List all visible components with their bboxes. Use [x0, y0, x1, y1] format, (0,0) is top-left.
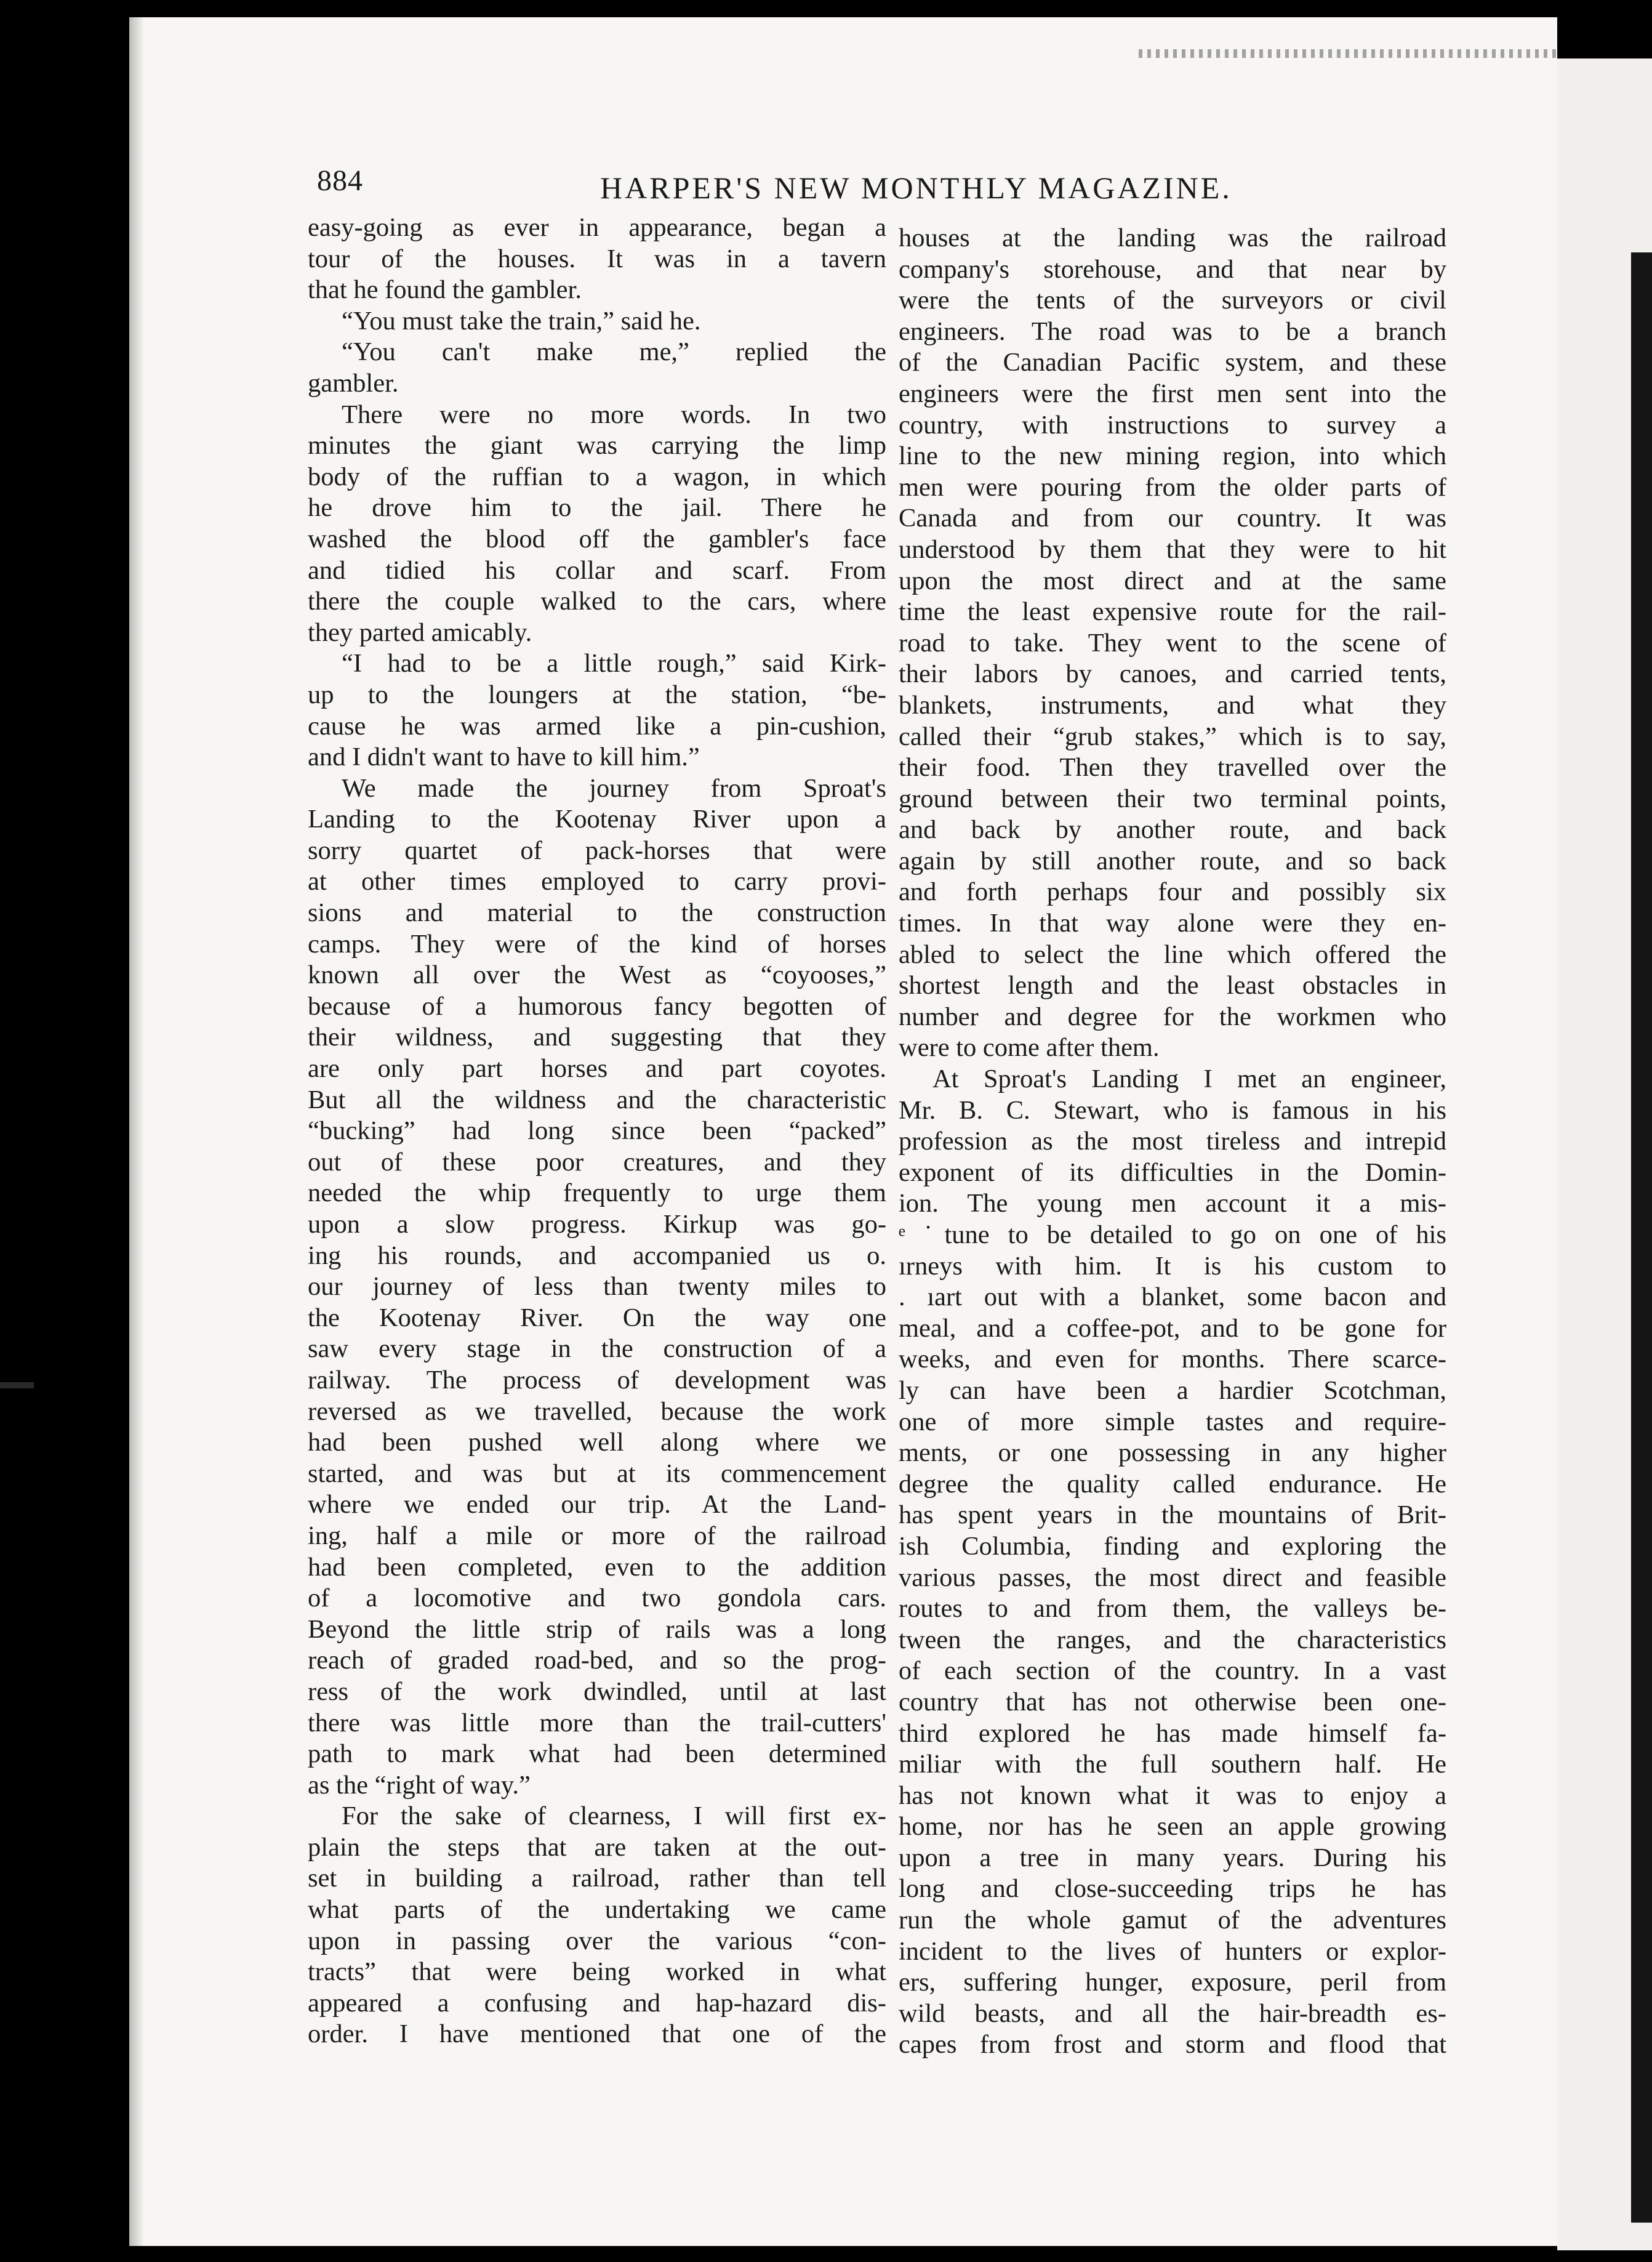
- text-line-content: houses at the landing was the railroad: [899, 223, 1446, 252]
- text-line-content: were the tents of the surveyors or civil: [899, 286, 1446, 315]
- text-line: [308, 1241, 886, 1272]
- text-line-content: has spent years in the mountains of Brit-: [899, 1500, 1446, 1530]
- text-line: [308, 368, 886, 400]
- text-line-content: meal, and a coffee-pot, and to be gone for: [899, 1313, 1446, 1343]
- text-line: [899, 1625, 1446, 1656]
- page-number: 884: [317, 164, 363, 197]
- text-line-content: railway. The process of development was: [308, 1365, 886, 1395]
- text-line: [308, 742, 886, 773]
- text-line-content: reach of graded road-bed, and so the prog-: [308, 1646, 886, 1675]
- text-line: [308, 711, 886, 743]
- text-line-content: line to the new mining region, into which: [899, 441, 1446, 471]
- text-line-content: plain the steps that are taken at the out-: [308, 1832, 886, 1862]
- text-line-content: At Sproat's Landing I met an engineer,: [932, 1065, 1446, 1094]
- text-line-content: Mr. B. C. Stewart, who is famous in his: [899, 1095, 1446, 1125]
- text-line: [308, 804, 886, 835]
- text-line: [899, 441, 1446, 472]
- text-line: [308, 2019, 886, 2050]
- text-line: [308, 430, 886, 462]
- text-line-content: needed the whip frequently to urge them: [308, 1178, 886, 1208]
- text-line: [308, 306, 886, 337]
- text-line: [899, 1157, 1446, 1189]
- text-line-content: known all over the West as “coyooses,”: [308, 960, 886, 990]
- text-line: [899, 472, 1446, 504]
- text-line: [899, 223, 1446, 254]
- text-line-content: We made the journey from Sproat's: [342, 773, 886, 803]
- text-line-content: third explored he has made himself fa-: [899, 1718, 1446, 1748]
- text-line: [308, 960, 886, 991]
- text-line-content: ᵉ ˙tune to be detailed to go on one of his: [899, 1220, 1446, 1249]
- text-line-content: ing his rounds, and accompanied us o.: [308, 1241, 886, 1270]
- text-line-content: one of more simple tastes and require-: [899, 1407, 1446, 1436]
- text-line-content: ers, suffering hunger, exposure, peril from: [899, 1968, 1446, 1997]
- text-line: [308, 275, 886, 306]
- text-line-content: home, nor has he seen an apple growing: [899, 1812, 1446, 1841]
- text-line-content: of the Canadian Pacific system, and these: [899, 348, 1446, 377]
- text-line-content: the Kootenay River. On the way one: [308, 1303, 886, 1332]
- text-line: [308, 773, 886, 805]
- text-line: [899, 659, 1446, 690]
- text-line: [308, 1770, 886, 1801]
- text-line: [308, 1926, 886, 1957]
- text-line: [308, 524, 886, 555]
- text-line: [899, 784, 1446, 815]
- text-line: [899, 1531, 1446, 1563]
- text-line-content: reversed as we travelled, because the work: [308, 1396, 886, 1426]
- text-line-content: understood by them that they were to hit: [899, 534, 1446, 564]
- text-line: [308, 1178, 886, 1209]
- text-line-content: appeared a confusing and hap-hazard dis-: [308, 1988, 886, 2018]
- text-line: [308, 1739, 886, 1770]
- text-line: [308, 1147, 886, 1178]
- text-line-content: incident to the lives of hunters or explor-: [899, 1936, 1446, 1966]
- text-line: [308, 1676, 886, 1708]
- text-line-content: Beyond the little strip of rails was a long: [308, 1614, 886, 1644]
- text-line-content: upon in passing over the various “con-: [308, 1926, 886, 1955]
- text-line-content: profession as the most tireless and intrepid: [899, 1127, 1446, 1156]
- text-line-content: For the sake of clearness, I will first ex-: [342, 1801, 886, 1831]
- text-line-content: because of a humorous fancy begotten of: [308, 991, 886, 1021]
- text-line: [308, 1863, 886, 1894]
- text-line: [308, 1334, 886, 1365]
- text-line-content: . ıart out with a blanket, some bacon and: [899, 1282, 1446, 1312]
- text-line: [308, 1489, 886, 1521]
- text-line: [899, 815, 1446, 846]
- text-line: [899, 597, 1446, 628]
- text-line-content: their food. Then they travelled over the: [899, 753, 1446, 783]
- text-line: [308, 648, 886, 680]
- text-line: [899, 1749, 1446, 1781]
- text-line-content: at other times employed to carry provi-: [308, 867, 886, 896]
- text-line-content: men were pouring from the older parts of: [899, 472, 1446, 502]
- text-line: [308, 1022, 886, 1053]
- text-line: [899, 1251, 1446, 1282]
- text-line: [308, 929, 886, 960]
- text-line-content: there the couple walked to the cars, where: [308, 587, 886, 616]
- text-line: [899, 316, 1446, 348]
- text-line: [308, 1614, 886, 1646]
- text-line-content: long and close-succeeding trips he has: [899, 1874, 1446, 1904]
- text-line-content: engineers. The road was to be a branch: [899, 316, 1446, 346]
- text-line-content: their wildness, and suggesting that they: [308, 1023, 886, 1052]
- text-line: [308, 991, 886, 1023]
- text-line-content: ress of the work dwindled, until at last: [308, 1676, 886, 1706]
- text-line: [308, 1552, 886, 1584]
- text-line-content: he drove him to the jail. There he: [308, 493, 886, 523]
- text-line: [899, 566, 1446, 597]
- text-line: [899, 722, 1446, 753]
- text-line: [308, 400, 886, 431]
- text-column-left: [308, 212, 886, 2050]
- text-line: [899, 690, 1446, 722]
- text-line: [899, 1438, 1446, 1469]
- text-line: [899, 285, 1446, 316]
- text-line-content: cause he was armed like a pin-cushion,: [308, 711, 886, 741]
- text-line: [899, 503, 1446, 534]
- text-line-content: There were no more words. In two: [342, 400, 886, 429]
- text-line: [308, 212, 886, 244]
- text-line: [308, 1459, 886, 1490]
- text-line: [899, 1687, 1446, 1718]
- text-line-content: and I didn't want to have to kill him.”: [308, 743, 700, 772]
- text-line-content: where we ended our trip. At the Land-: [308, 1490, 886, 1519]
- text-line: [899, 1593, 1446, 1625]
- text-line: [899, 1095, 1446, 1127]
- text-line-content: out of these poor creatures, and they: [308, 1147, 886, 1177]
- text-line-content: minutes the giant was carrying the limp: [308, 431, 886, 461]
- text-line: [308, 244, 886, 275]
- text-line-content: Canada and from our country. It was: [899, 504, 1446, 533]
- text-line-content: they parted amicably.: [308, 618, 532, 647]
- text-line-content: were to come after them.: [899, 1033, 1160, 1063]
- text-line: [308, 866, 886, 898]
- text-line: [899, 1874, 1446, 1905]
- text-line: [899, 1967, 1446, 1998]
- text-line: [899, 752, 1446, 784]
- text-line-content: order. I have mentioned that one of the: [308, 2019, 886, 2049]
- text-line-content: upon the most direct and at the same: [899, 566, 1446, 595]
- text-line: [899, 1126, 1446, 1157]
- text-line-content: weeks, and even for months. There scarce-: [899, 1345, 1446, 1374]
- text-line-content: and back by another route, and back: [899, 815, 1446, 845]
- text-line-content: ish Columbia, finding and exploring the: [899, 1531, 1446, 1561]
- text-column-right: [899, 223, 1446, 2061]
- text-line: [308, 618, 886, 649]
- text-line-content: company's storehouse, and that near by: [899, 254, 1446, 284]
- text-line-content: ırneys with him. It is his custom to: [899, 1251, 1446, 1281]
- text-line-content: time the least expensive route for the rail-: [899, 597, 1446, 627]
- text-line-content: ing, half a mile or more of the railroad: [308, 1521, 886, 1550]
- text-line-content: capes from frost and storm and flood that: [899, 2030, 1446, 2059]
- text-line-content: their labors by canoes, and carried tents,: [899, 659, 1446, 689]
- text-line: [308, 1801, 886, 1832]
- text-line-content: routes to and from them, the valleys be-: [899, 1594, 1446, 1624]
- text-line-content: again by still another route, and so back: [899, 846, 1446, 875]
- text-line-content: ion. The young men account it a mis-: [899, 1189, 1446, 1218]
- text-line-content: that he found the gambler.: [308, 275, 582, 305]
- text-line: [899, 1469, 1446, 1500]
- text-line-content: washed the blood off the gambler's face: [308, 524, 886, 553]
- scan-border: [1631, 252, 1652, 2223]
- text-line-content: road to take. They went to the scene of: [899, 628, 1446, 658]
- text-line-content: of each section of the country. In a vast: [899, 1656, 1446, 1686]
- text-line-content: “I had to be a little rough,” said Kirk-: [342, 649, 886, 678]
- text-line-content: “bucking” had long since been “packed”: [308, 1116, 886, 1146]
- text-line: [899, 1344, 1446, 1375]
- text-line-content: body of the ruffian to a wagon, in which: [308, 462, 886, 491]
- text-line-content: number and degree for the workmen who: [899, 1002, 1446, 1031]
- text-line: [308, 1365, 886, 1396]
- text-line-content: of a locomotive and two gondola cars.: [308, 1584, 886, 1613]
- text-line-content: what parts of the undertaking we came: [308, 1895, 886, 1925]
- text-line: [308, 1396, 886, 1428]
- text-line: [899, 1936, 1446, 1968]
- text-line: [308, 1209, 886, 1241]
- text-line-content: sions and material to the construction: [308, 898, 886, 928]
- text-line: [899, 1656, 1446, 1687]
- text-line-content: up to the loungers at the station, “be-: [308, 680, 886, 709]
- text-line-content: wild beasts, and all the hair-breadth es-: [899, 1998, 1446, 2028]
- text-line-content: saw every stage in the construction of a: [308, 1334, 886, 1364]
- scan-artifact: [1139, 49, 1557, 58]
- text-line: [899, 1282, 1446, 1313]
- text-line-content: run the whole gamut of the adventures: [899, 1906, 1446, 1935]
- text-line-content: path to mark what had been determined: [308, 1739, 886, 1769]
- page-fold-shadow: [129, 17, 144, 2246]
- text-line-content: easy-going as ever in appearance, began a: [308, 213, 886, 242]
- text-line: [308, 1521, 886, 1552]
- text-line: [899, 1002, 1446, 1033]
- text-line-content: Landing to the Kootenay River upon a: [308, 805, 886, 834]
- text-line: [899, 1905, 1446, 1936]
- text-line: [308, 493, 886, 524]
- text-line-content: sorry quartet of pack-horses that were: [308, 835, 886, 865]
- text-line-content: and tidied his collar and scarf. From: [308, 555, 886, 585]
- text-line-content: But all the wildness and the characteristic: [308, 1085, 886, 1114]
- scan-artifact-left: [0, 1382, 34, 1388]
- text-line: [899, 1407, 1446, 1438]
- text-line-content: upon a tree in many years. During his: [899, 1843, 1446, 1872]
- text-line-content: engineers were the first men sent into the: [899, 379, 1446, 408]
- text-line: [899, 940, 1446, 971]
- text-line: [899, 1064, 1446, 1095]
- text-line: [899, 908, 1446, 940]
- text-line: [899, 347, 1446, 379]
- text-line-content: “You can't make me,” replied the: [342, 337, 886, 367]
- text-line: [308, 1116, 886, 1147]
- text-line-content: upon a slow progress. Kirkup was go-: [308, 1210, 886, 1239]
- text-line: [308, 1645, 886, 1676]
- text-line-content: there was little more than the trail-cutters': [308, 1708, 886, 1737]
- text-line-content: camps. They were of the kind of horses: [308, 929, 886, 959]
- text-line: [308, 898, 886, 929]
- text-line: [899, 1032, 1446, 1064]
- text-line-content: miliar with the full southern half. He: [899, 1750, 1446, 1779]
- text-line-content: started, and was but at its commencement: [308, 1459, 886, 1488]
- text-line-content: country, with instructions to survey a: [899, 410, 1446, 440]
- text-line: [899, 1220, 1446, 1251]
- text-line: [899, 1188, 1446, 1220]
- text-line: [899, 254, 1446, 286]
- text-line: [899, 1811, 1446, 1843]
- page-header: [317, 164, 1486, 219]
- text-line: [899, 1843, 1446, 1874]
- text-line-content: and forth perhaps four and possibly six: [899, 877, 1446, 907]
- text-line-content: called their “grub stakes,” which is to say,: [899, 722, 1446, 751]
- text-line-content: times. In that way alone were they en-: [899, 909, 1446, 938]
- text-line-content: has not known what it was to enjoy a: [899, 1781, 1446, 1810]
- text-line-content: our journey of less than twenty miles to: [308, 1272, 886, 1302]
- text-line: [308, 1708, 886, 1739]
- text-line-content: as the “right of way.”: [308, 1770, 531, 1800]
- text-line-content: ly can have been a hardier Scotchman,: [899, 1375, 1446, 1405]
- text-line-content: are only part horses and part coyotes.: [308, 1054, 886, 1084]
- text-line-content: set in building a railroad, rather than tell: [308, 1864, 886, 1893]
- text-line: [899, 1375, 1446, 1407]
- text-line-content: ments, or one possessing in any higher: [899, 1438, 1446, 1468]
- text-line: [308, 1303, 886, 1334]
- text-line: [308, 1085, 886, 1116]
- text-line: [899, 1781, 1446, 1812]
- text-line: [899, 2029, 1446, 2061]
- text-line-content: various passes, the most direct and feasible: [899, 1563, 1446, 1592]
- text-line: [308, 1957, 886, 1988]
- text-line: [899, 534, 1446, 566]
- text-line: [308, 1427, 886, 1459]
- text-line: [899, 628, 1446, 659]
- text-line: [899, 1313, 1446, 1345]
- text-line: [899, 877, 1446, 908]
- text-line-content: shortest length and the least obstacles in: [899, 971, 1446, 1000]
- text-line-content: gambler.: [308, 368, 399, 398]
- text-line: [899, 1500, 1446, 1531]
- text-line: [899, 1998, 1446, 2030]
- text-line-content: “You must take the train,” said he.: [342, 306, 701, 336]
- text-line: [308, 555, 886, 587]
- text-line: [899, 1718, 1446, 1750]
- text-line: [308, 1988, 886, 2019]
- running-head: HARPER'S NEW MONTHLY MAGAZINE.: [600, 171, 1232, 205]
- text-line: [308, 680, 886, 711]
- text-line: [308, 1832, 886, 1864]
- text-line: [308, 586, 886, 618]
- text-line: [308, 1053, 886, 1085]
- text-line: [308, 462, 886, 493]
- text-line-content: tour of the houses. It was in a tavern: [308, 244, 886, 273]
- text-line: [899, 970, 1446, 1002]
- text-line: [308, 1271, 886, 1303]
- text-line-content: tween the ranges, and the characteristics: [899, 1625, 1446, 1654]
- text-line-content: ground between their two terminal points,: [899, 784, 1446, 813]
- text-line: [308, 337, 886, 368]
- text-line: [308, 1894, 886, 1926]
- text-line: [899, 1563, 1446, 1594]
- text-line-content: tracts” that were being worked in what: [308, 1957, 886, 1987]
- text-line-content: degree the quality called endurance. He: [899, 1469, 1446, 1499]
- text-line-content: had been completed, even to the addition: [308, 1552, 886, 1582]
- text-line: [899, 410, 1446, 441]
- text-line: [308, 835, 886, 867]
- text-line-content: country that has not otherwise been one-: [899, 1687, 1446, 1717]
- text-line-content: exponent of its difficulties in the Domin-: [899, 1157, 1446, 1187]
- text-line-content: abled to select the line which offered the: [899, 940, 1446, 969]
- text-line: [899, 379, 1446, 410]
- text-line-content: blankets, instruments, and what they: [899, 690, 1446, 720]
- text-line: [308, 1583, 886, 1614]
- text-line: [899, 846, 1446, 877]
- text-line-content: had been pushed well along where we: [308, 1428, 886, 1457]
